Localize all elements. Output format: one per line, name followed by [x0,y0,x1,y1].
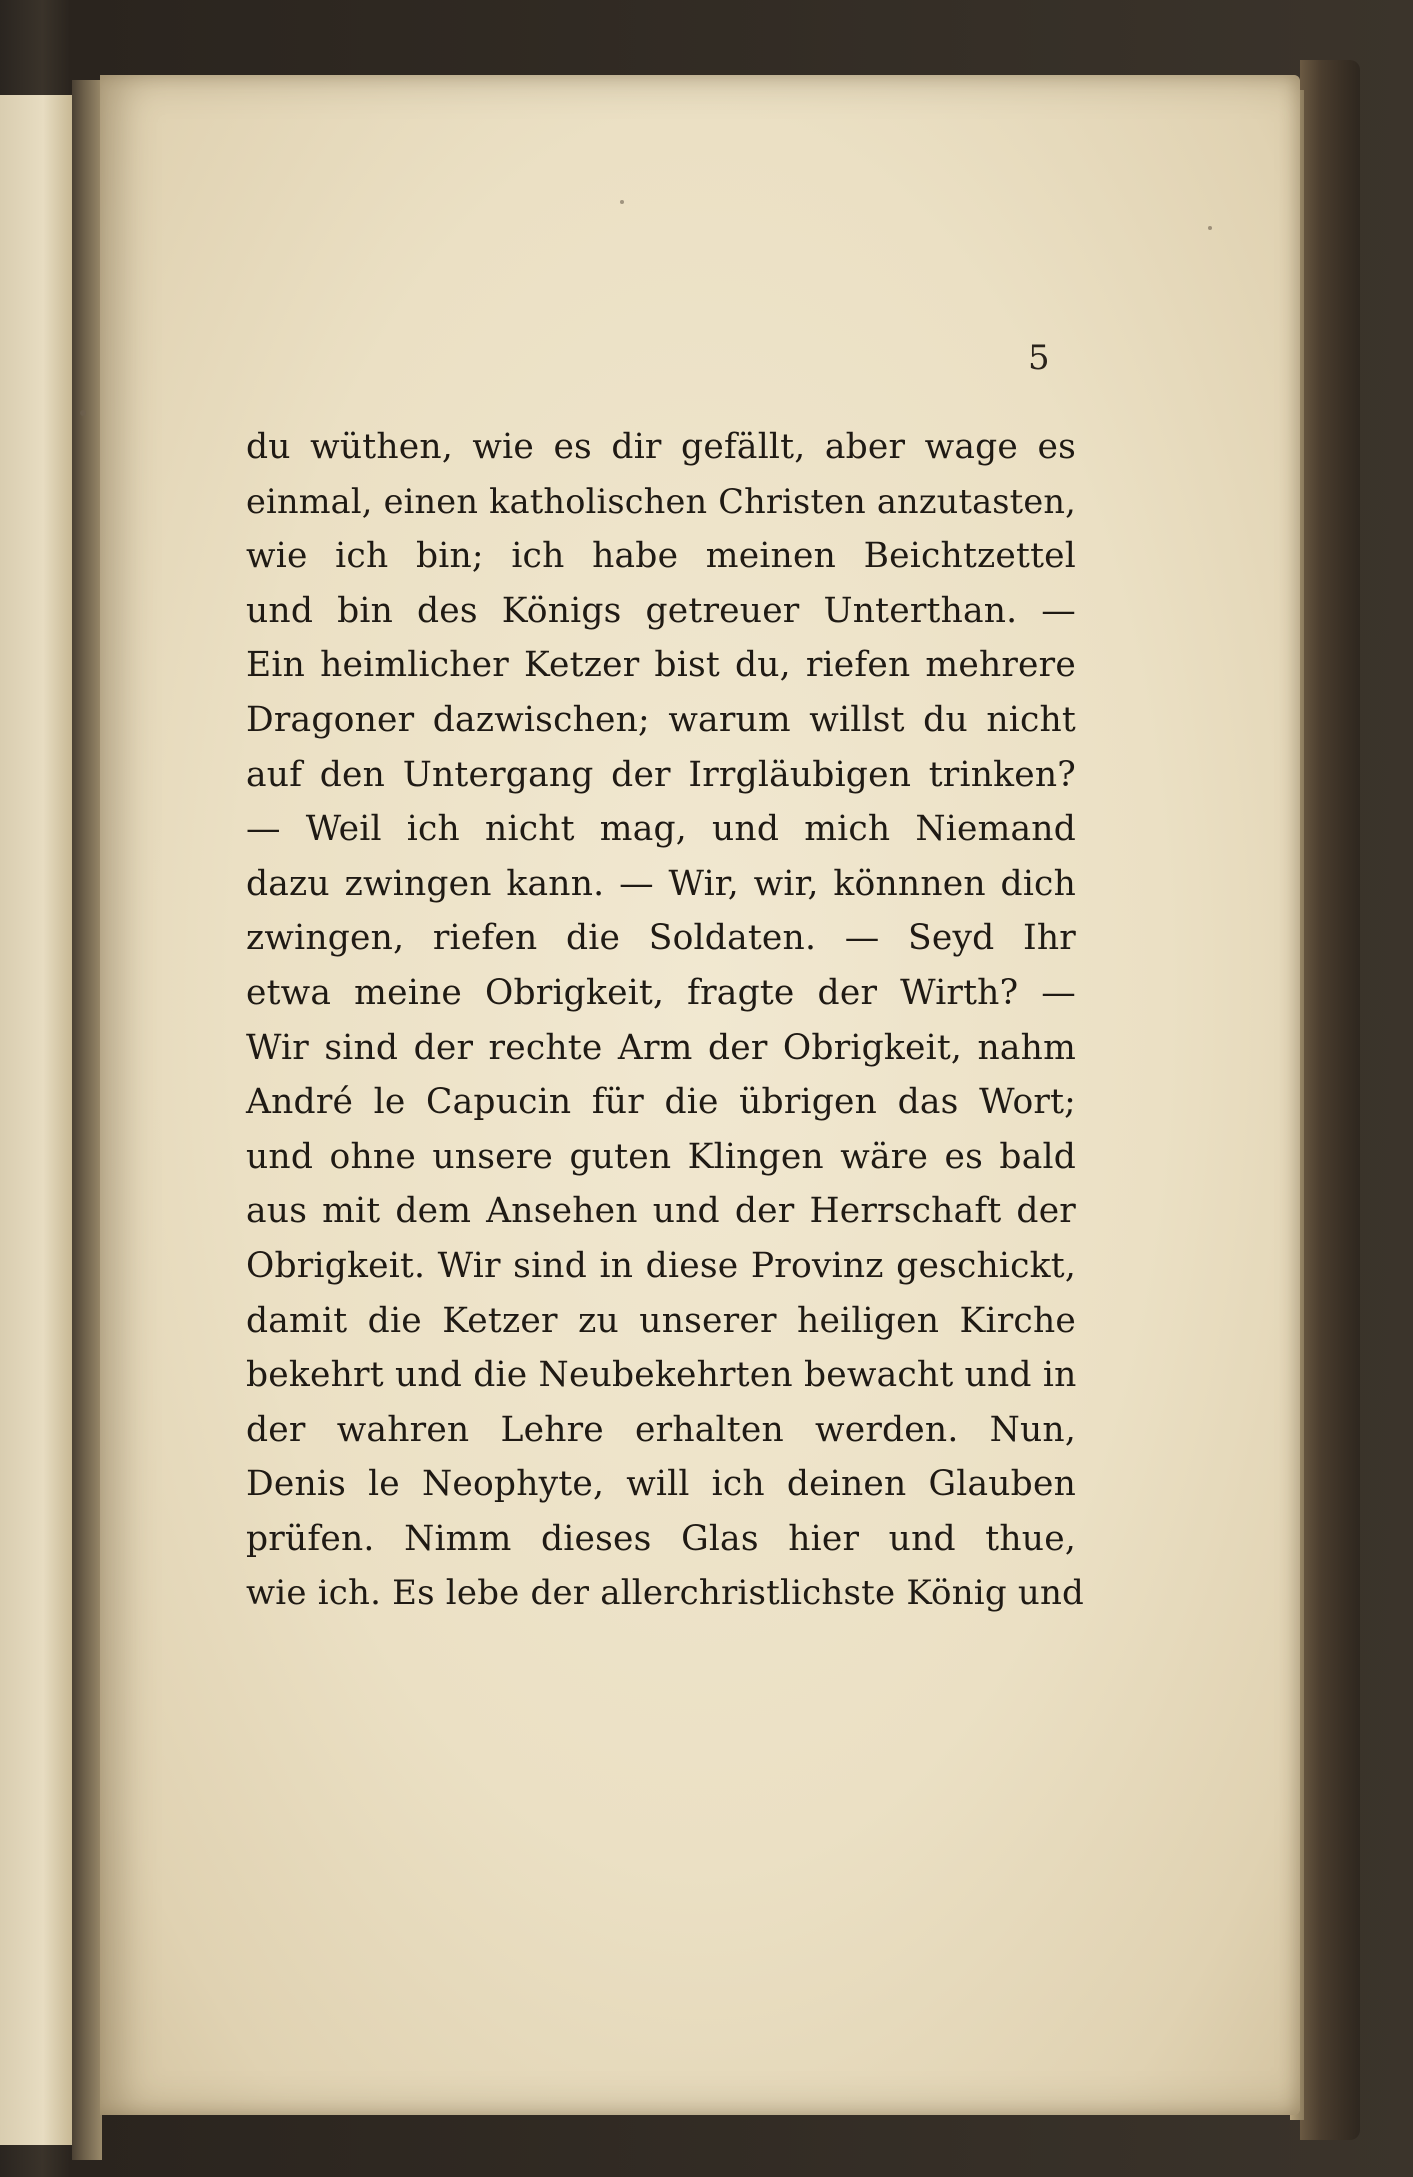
paper-speck [620,200,624,204]
text-line: dazu zwingen kann. — Wir, wir, könnnen dich [246,863,1076,904]
facing-page-edge [0,95,74,2145]
text-line: damit die Ketzer zu unserer heiligen Kirche [246,1300,1076,1341]
body-text [246,420,1085,1621]
text-line: Denis le Neophyte, will ich deinen Glauben [246,1464,1076,1505]
page-number: 5 [1028,338,1050,378]
text-line: bekehrt und die Neubekehrten bewacht und in [246,1355,1077,1396]
text-line: André le Capucin für die übrigen das Wort; [246,1082,1076,1123]
text-line: Obrigkeit. Wir sind in diese Provinz geschickt, [246,1245,1076,1286]
book-gutter [72,80,102,2160]
text-line: — Weil ich nicht mag, und mich Niemand [246,809,1076,850]
text-line: auf den Untergang der Irrgläubigen trinken? [246,754,1076,795]
text-line: und bin des Königs getreuer Unterthan. — [246,590,1076,631]
text-line: aus mit dem Ansehen und der Herrschaft der [246,1191,1076,1232]
text-line: und ohne unsere guten Klingen wäre es bald [246,1136,1076,1177]
text-line: etwa meine Obrigkeit, fragte der Wirth? — [246,972,1076,1013]
book-cover-edge [1300,60,1360,2140]
paper-speck [1208,226,1212,230]
text-line: prüfen. Nimm dieses Glas hier und thue, [246,1518,1076,1559]
text-line: Dragoner dazwischen; warum willst du nicht [246,699,1076,740]
text-line: wie ich bin; ich habe meinen Beichtzettel [246,536,1076,577]
paper-speck [80,410,86,416]
text-line: der wahren Lehre erhalten werden. Nun, [246,1409,1076,1450]
text-line: Wir sind der rechte Arm der Obrigkeit, nahm [246,1027,1076,1068]
text-line: du wüthen, wie es dir gefällt, aber wage es [246,427,1076,467]
text-line: Ein heimlicher Ketzer bist du, riefen mehrere [246,645,1076,686]
text-line: wie ich. Es lebe der allerchristlichste König und [246,1573,1085,1614]
text-line: einmal, einen katholischen Christen anzutasten, [246,481,1076,521]
text-line: zwingen, riefen die Soldaten. — Seyd Ihr [246,918,1076,959]
